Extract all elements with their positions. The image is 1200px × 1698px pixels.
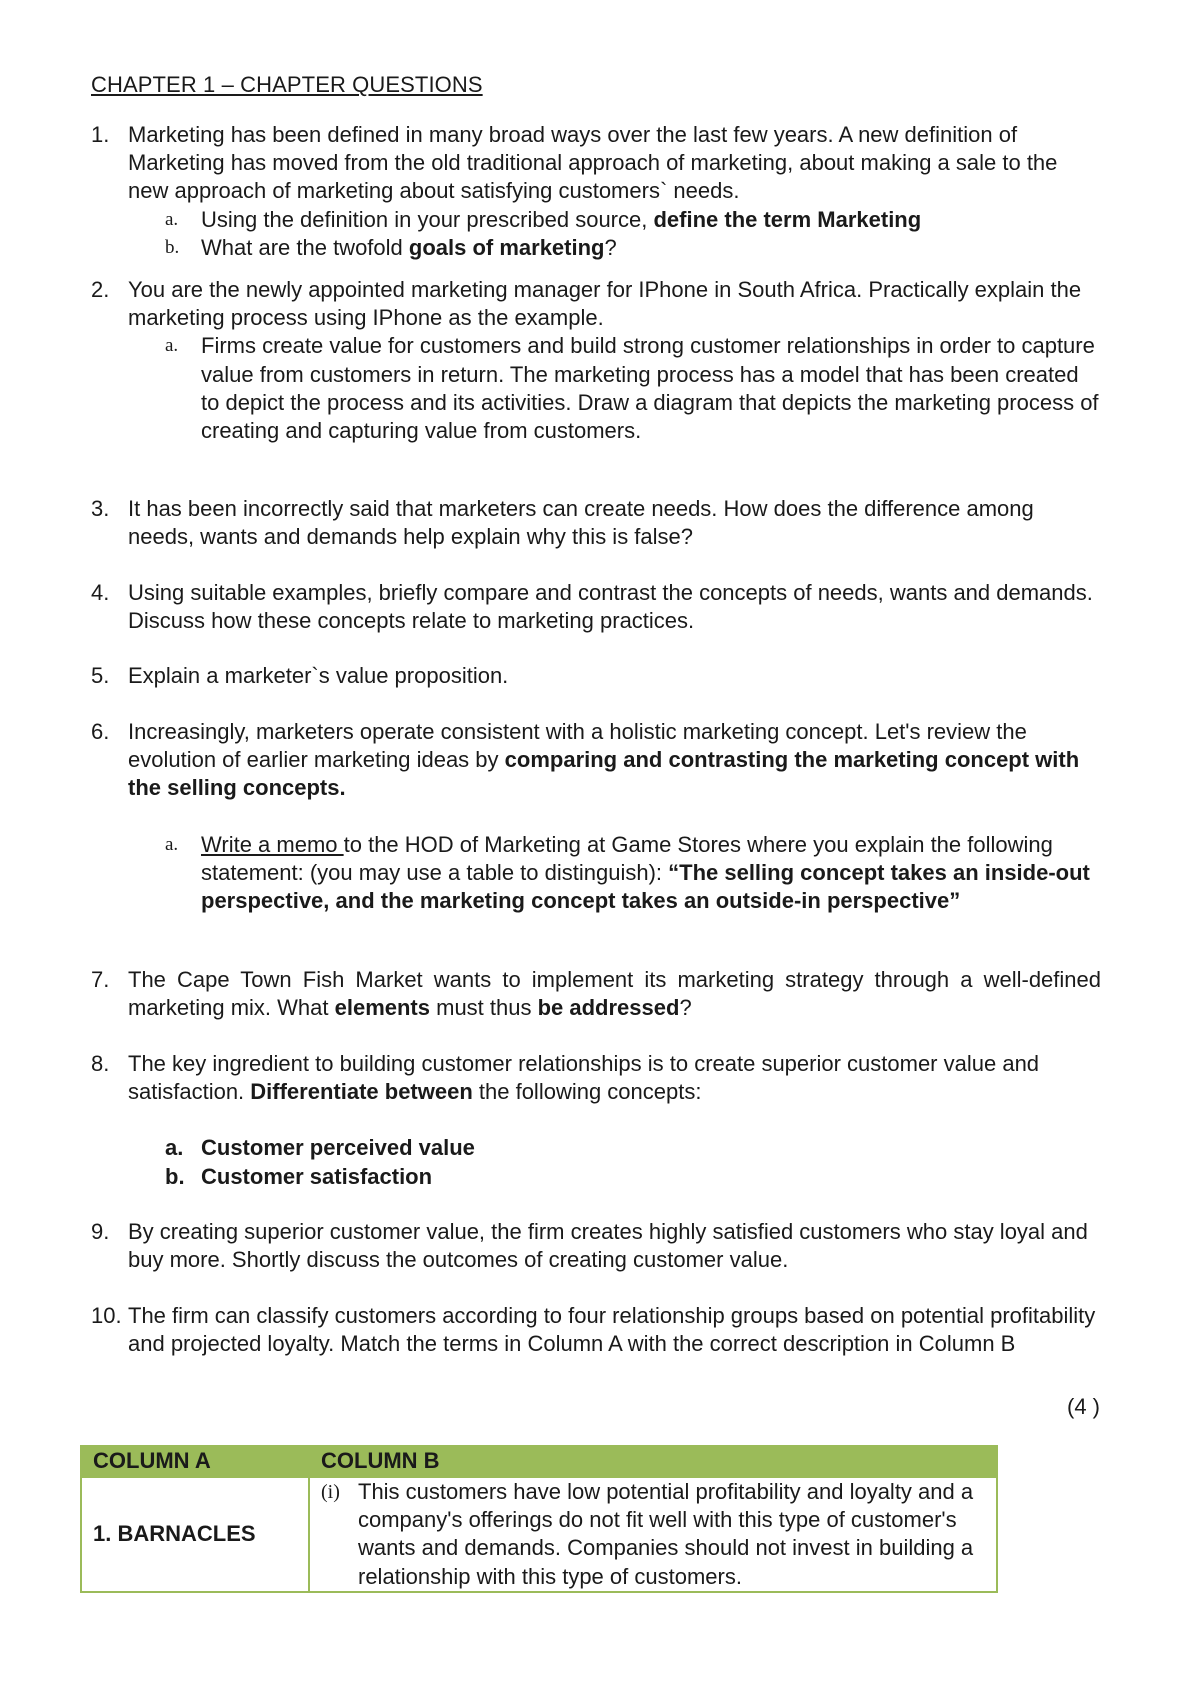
sub-letter: a. — [165, 1135, 184, 1161]
sub-letter: b. — [165, 236, 180, 258]
question-plain-text: must thus — [430, 995, 538, 1021]
column-b-header: COLUMN B — [309, 1446, 997, 1477]
sub-question-a — [128, 206, 1101, 234]
sub-bold: define the term Marketing — [653, 206, 922, 232]
sub-text: to the HOD of Marketing at Game Stores where you explain the following statement: (you may use a table to distinguish): — [201, 831, 1053, 885]
sub-letter: a. — [165, 335, 179, 357]
sub-bold: Customer perceived value — [201, 1135, 475, 1161]
question-text: Using suitable examples, briefly compare and contrast the concepts of needs, wants and demands. Discuss how these concepts relate to marketing practices. — [128, 580, 1093, 634]
question-text — [128, 966, 1101, 1022]
question-number: 9. — [91, 1219, 110, 1244]
sub-tail: ? — [604, 234, 617, 260]
question-text: Explain a marketer`s value proposition. — [128, 663, 509, 688]
question-plain-text: the following concepts: — [472, 1079, 702, 1105]
sub-letter: b. — [165, 1163, 185, 1189]
question-2 — [91, 276, 1101, 445]
question-number: 1. — [91, 122, 110, 147]
column-b-description: This customers have low potential profitability and loyalty and a company's offerings do not fit well with this type of customer's wants and demands. Companies should not invest in building a relationship with this type of customers. — [358, 1479, 974, 1589]
sub-question-a — [128, 332, 1101, 445]
table-header-row — [81, 1446, 997, 1477]
question-5 — [91, 662, 1101, 690]
question-text — [128, 1050, 1101, 1106]
question-number: 10. — [91, 1303, 122, 1328]
sub-question-b — [128, 1163, 1101, 1191]
description-wrap — [321, 1478, 985, 1591]
question-plain-text: The key ingredient to building customer relationships is to create superior customer value and satisfaction. — [128, 1051, 1040, 1105]
question-bold-text: be addressed — [537, 995, 680, 1021]
question-10 — [91, 1302, 1101, 1358]
question-number: 2. — [91, 277, 110, 302]
question-bold-text: elements — [334, 995, 430, 1021]
question-bold-text: comparing and contrasting the marketing concept with the selling concepts. — [128, 747, 1080, 801]
sub-bold: goals of marketing — [408, 234, 605, 260]
matching-table — [80, 1445, 998, 1593]
question-3 — [91, 495, 1101, 551]
sub-text: What are the twofold — [201, 234, 409, 260]
question-number: 5. — [91, 663, 110, 688]
sub-text: Using the definition in your prescribed source, — [201, 206, 654, 232]
question-1 — [91, 121, 1101, 262]
sub-letter: a. — [165, 208, 179, 230]
question-9 — [91, 1218, 1101, 1274]
question-6 — [91, 718, 1101, 915]
question-number: 6. — [91, 719, 110, 744]
table-row — [81, 1477, 997, 1592]
question-plain-text: ? — [679, 995, 692, 1021]
page-title: CHAPTER 1 – CHAPTER QUESTIONS — [91, 72, 483, 97]
sub-text: Firms create value for customers and build strong customer relationships in order to capture value from customers in return. The marketing process has a model that has been created to depict the process and its activities. Draw a diagram that depicts the marketing process of creating and capturing value from customers. — [201, 333, 1099, 444]
question-number: 4. — [91, 580, 110, 605]
sub-letter: a. — [165, 833, 179, 855]
sub-question-b — [128, 234, 1101, 262]
question-text: Marketing has been defined in many broad ways over the last few years. A new definition of Marketing has moved from the old traditional approach of marketing, about making a sale to the new approach of marketing about satisfying customers` needs. — [128, 122, 1058, 204]
column-a-header: COLUMN A — [81, 1446, 309, 1477]
sub-bold: Customer satisfaction — [201, 1163, 433, 1189]
question-number: 3. — [91, 496, 110, 521]
sub-underline: Write a memo — [201, 831, 344, 857]
question-text: By creating superior customer value, the firm creates highly satisfied customers who stay loyal and buy more. Shortly discuss the outcomes of creating customer value. — [128, 1219, 1088, 1273]
question-plain-text: Increasingly, marketers operate consistent with a holistic marketing concept. Let's review the evolution of earlier marketing ideas by — [128, 719, 1027, 773]
question-text — [128, 718, 1101, 803]
question-4 — [91, 579, 1101, 635]
column-a-term: 1. BARNACLES — [81, 1477, 309, 1592]
question-bold-text: Differentiate between — [250, 1079, 473, 1105]
sub-bold: “The selling concept takes an inside-out perspective, and the marketing concept takes an outside-in perspective” — [201, 859, 1090, 914]
question-text: The firm can classify customers according to four relationship groups based on potential profitability and projected loyalty. Match the terms in Column A with the correct description in Column B — [128, 1303, 1096, 1357]
column-b-description-cell — [309, 1477, 997, 1592]
marks-allocation: (4 ) — [1067, 1394, 1100, 1419]
question-8 — [91, 1050, 1101, 1191]
question-7 — [91, 966, 1101, 1022]
question-number: 7. — [91, 967, 110, 992]
question-plain-text: The Cape Town Fish Market wants to implement its marketing strategy through a well-defined marketing mix. What — [128, 967, 1101, 1021]
sub-question-a — [128, 831, 1101, 916]
question-number: 8. — [91, 1051, 110, 1076]
roman-numeral: (i) — [321, 1481, 340, 1503]
sub-question-a — [128, 1134, 1101, 1162]
question-text: It has been incorrectly said that marketers can create needs. How does the difference among needs, wants and demands help explain why this is false? — [128, 496, 1034, 550]
question-text: You are the newly appointed marketing manager for IPhone in South Africa. Practically explain the marketing process using IPhone as the example. — [128, 277, 1082, 331]
